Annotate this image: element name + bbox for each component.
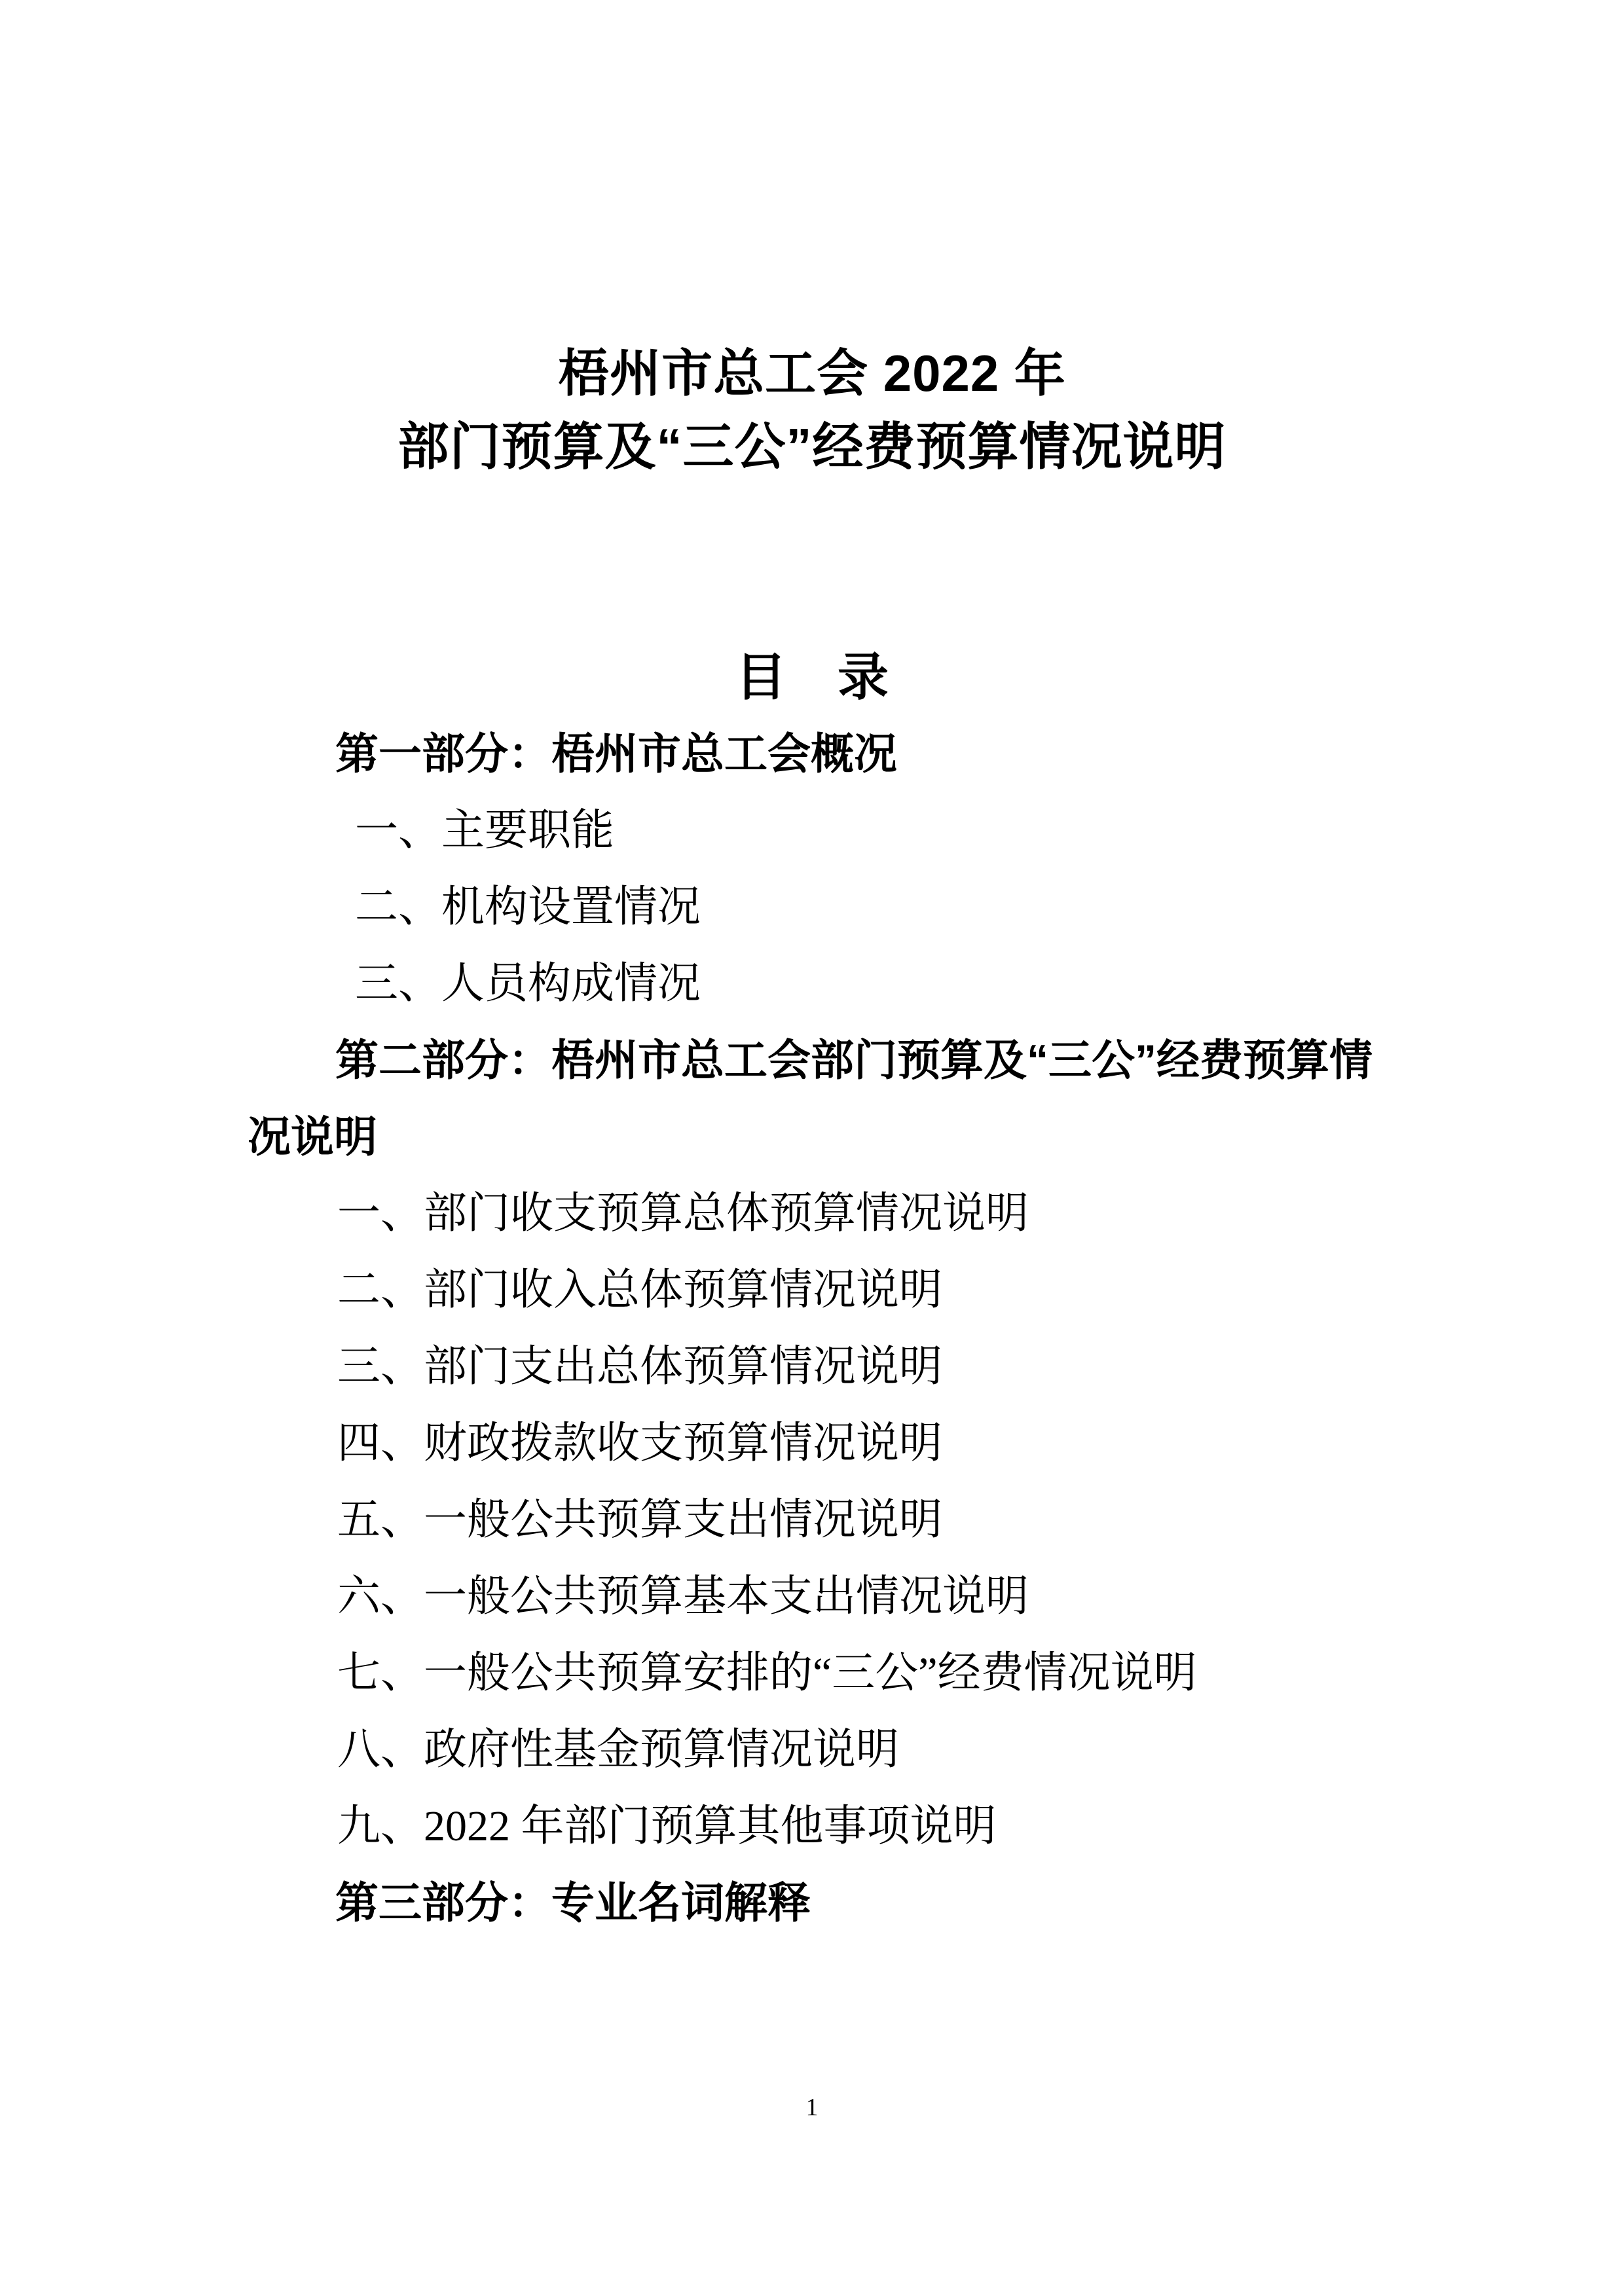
document-title-line1: 梧州市总工会 2022 年	[558, 344, 1066, 402]
toc-part2-item-6: 六、一般公共预算基本支出情况说明	[337, 1573, 1029, 1620]
toc-heading: 目 录	[735, 648, 889, 706]
toc-part2-item-3: 三、部门支出总体预算情况说明	[337, 1343, 942, 1391]
toc-part2-item-2: 二、部门收入总体预算情况说明	[337, 1266, 942, 1314]
toc-part2-item-1: 一、部门收支预算总体预算情况说明	[337, 1190, 1029, 1237]
toc-part2-item-7: 七、一般公共预算安排的“三公”经费情况说明	[337, 1649, 1197, 1697]
document-content	[248, 0, 1376, 1941]
toc-part2-item-4: 四、财政拨款收支预算情况说明	[337, 1419, 942, 1467]
toc-part1-item-3: 三、人员构成情况	[355, 960, 701, 1008]
document-title-line2: 部门预算及“三公”经费预算情况说明	[397, 418, 1227, 475]
toc-entries	[248, 716, 1376, 1941]
toc-part1-heading: 第一部分：梧州市总工会概况	[335, 729, 897, 778]
document-title	[248, 337, 1376, 483]
toc-part2-item-8: 八、政府性基金预算情况说明	[337, 1726, 899, 1774]
toc-part2-item-5: 五、一般公共预算支出情况说明	[337, 1496, 942, 1544]
page-number: 1	[805, 2094, 819, 2121]
toc-part1-item-1: 一、主要职能	[355, 807, 614, 854]
toc-part1-item-2: 二、机构设置情况	[355, 883, 701, 931]
toc-part2-heading: 第二部分：梧州市总工会部门预算及“三公”经费预算情况说明	[248, 1036, 1373, 1161]
toc-part2-item-9: 九、2022 年部门预算其他事项说明	[337, 1802, 997, 1850]
toc-part3-heading: 第三部分：专业名词解释	[335, 1878, 811, 1927]
